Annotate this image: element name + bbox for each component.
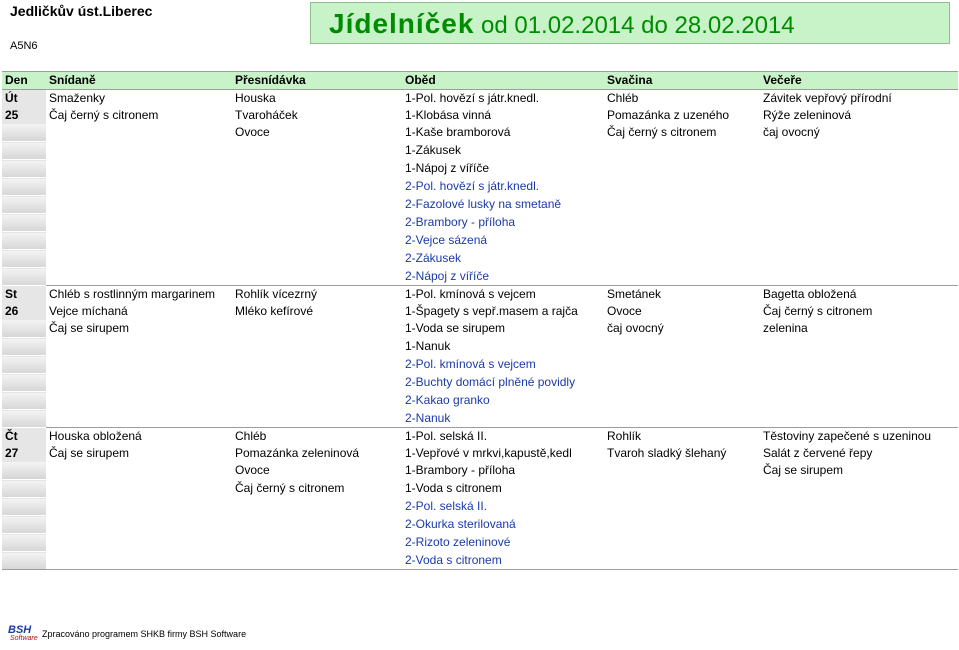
day-name: Út — [2, 90, 46, 108]
menu-cell — [46, 410, 232, 428]
table-row — [2, 196, 958, 214]
menu-cell — [604, 214, 760, 232]
menu-cell: 1-Vepřové v mrkvi,kapustě,kedl — [405, 446, 572, 460]
table-row — [2, 232, 958, 250]
menu-cell: Rohlík — [604, 428, 760, 446]
menu-cell: Houska — [232, 90, 402, 108]
menu-cell: 2-Brambory - příloha — [405, 215, 516, 229]
day-stub — [2, 232, 46, 250]
menu-cell: 2-Rizoto zeleninové — [405, 535, 511, 549]
menu-cell — [760, 480, 958, 498]
day-number: 25 — [2, 107, 46, 124]
day-stub — [2, 480, 46, 498]
menu-cell — [760, 534, 958, 552]
table-row — [2, 498, 958, 516]
menu-cell: Chléb — [232, 428, 402, 446]
day-stub — [2, 338, 46, 356]
menu-cell: 1-Nanuk — [405, 339, 451, 353]
menu-cell: 2-Nápoj z víříče — [405, 268, 490, 283]
menu-cell: Čaj černý s citronem — [235, 481, 345, 495]
menu-cell — [232, 214, 402, 232]
menu-cell — [46, 178, 232, 196]
menu-cell: čaj ovocný — [763, 125, 820, 140]
day-stub — [2, 462, 46, 480]
menu-cell: Závitek vepřový přírodní — [760, 90, 958, 108]
menu-cell: 1-Voda se sirupem — [405, 321, 506, 336]
menu-code: A5N6 — [10, 40, 38, 52]
page-header — [0, 0, 959, 64]
menu-cell — [46, 232, 232, 250]
table-row — [2, 320, 958, 338]
menu-cell — [232, 516, 402, 534]
table-row — [2, 90, 958, 108]
day-name: Čt — [2, 428, 46, 446]
table-row — [2, 392, 958, 410]
menu-cell — [232, 552, 402, 570]
menu-cell: 2-Kakao granko — [405, 393, 490, 407]
menu-cell — [604, 480, 760, 498]
menu-cell — [604, 516, 760, 534]
table-header-row — [2, 72, 958, 90]
table-row — [2, 214, 958, 232]
menu-cell: Tvaroháček — [235, 108, 298, 122]
table-row — [2, 356, 958, 374]
menu-cell: Chléb s rostlinným margarinem — [46, 286, 232, 304]
menu-cell: Čaj se sirupem — [49, 321, 130, 336]
menu-cell — [604, 268, 760, 286]
day-stub — [2, 250, 46, 268]
menu-cell: Rohlík vícezrný — [232, 286, 402, 304]
menu-cell: Vejce míchaná — [49, 304, 128, 318]
day-stub — [2, 516, 46, 534]
menu-cell: Smaženky — [46, 90, 232, 108]
menu-cell — [46, 534, 232, 552]
menu-cell — [232, 178, 402, 196]
page-footer — [8, 624, 408, 646]
menu-cell — [46, 196, 232, 214]
day-number: 26 — [2, 303, 46, 320]
table-row — [2, 410, 958, 428]
menu-cell — [760, 410, 958, 428]
menu-cell: 1-Pol. selská II. — [402, 428, 604, 446]
menu-cell — [46, 160, 232, 178]
menu-cell: 2-Vejce sázená — [405, 233, 488, 247]
menu-cell: čaj ovocný — [607, 321, 664, 336]
menu-cell: Salát z červené řepy — [763, 446, 873, 460]
menu-cell — [604, 552, 760, 570]
menu-cell: Tvaroh sladký šlehaný — [607, 446, 727, 460]
day-name: St — [2, 286, 46, 304]
day-stub — [2, 268, 46, 286]
menu-cell — [46, 250, 232, 268]
menu-cell — [604, 160, 760, 178]
menu-cell — [604, 250, 760, 268]
table-row — [2, 462, 958, 480]
menu-cell — [760, 196, 958, 214]
menu-cell — [604, 142, 760, 160]
menu-cell: 2-Okurka sterilovaná — [405, 517, 516, 531]
menu-cell — [604, 196, 760, 214]
day-stub — [2, 410, 46, 428]
table-row — [2, 552, 958, 570]
footer-text: Zpracováno programem SHKB firmy BSH Software — [42, 629, 247, 639]
menu-cell — [232, 534, 402, 552]
menu-cell — [46, 338, 232, 356]
menu-cell — [232, 338, 402, 356]
menu-cell — [46, 356, 232, 374]
menu-cell: 1-Klobása vinná — [405, 108, 492, 122]
column-header: Snídaně — [46, 72, 232, 90]
menu-cell: Bagetta obložená — [760, 286, 958, 304]
day-stub — [2, 214, 46, 232]
table-row — [2, 516, 958, 534]
menu-cell — [232, 196, 402, 214]
menu-cell: 2-Nanuk — [405, 410, 451, 425]
table-row — [2, 124, 958, 142]
menu-cell — [604, 498, 760, 516]
menu-cell: 2-Fazolové lusky na smetaně — [405, 197, 562, 211]
menu-cell: 2-Pol. kmínová s vejcem — [405, 357, 536, 371]
menu-cell — [760, 516, 958, 534]
day-stub — [2, 552, 46, 570]
day-number: 27 — [2, 445, 46, 462]
day-stub — [2, 320, 46, 338]
menu-cell — [760, 250, 958, 268]
date-range: od 01.02.2014 do 28.02.2014 — [481, 12, 795, 39]
menu-cell — [604, 338, 760, 356]
menu-cell: Těstoviny zapečené s uzeninou — [760, 428, 958, 446]
column-header: Večeře — [760, 72, 958, 90]
column-header: Den — [2, 72, 46, 90]
day-stub — [2, 534, 46, 552]
day-stub — [2, 356, 46, 374]
table-row — [2, 268, 958, 286]
menu-cell: Čaj černý s citronem — [607, 125, 717, 140]
menu-cell: Chléb — [604, 90, 760, 108]
menu-cell — [232, 268, 402, 286]
menu-cell: Pomazánka z uzeného — [607, 108, 730, 122]
menu-cell — [760, 392, 958, 410]
menu-cell: 1-Voda s citronem — [405, 481, 502, 495]
day-stub — [2, 142, 46, 160]
menu-cell — [604, 410, 760, 428]
menu-cell — [760, 338, 958, 356]
day-stub — [2, 498, 46, 516]
column-header: Oběd — [402, 72, 604, 90]
table-row — [2, 178, 958, 196]
menu-cell — [46, 374, 232, 392]
menu-cell: Pomazánka zeleninová — [235, 446, 360, 460]
menu-cell: 1-Nápoj z víříče — [405, 161, 490, 175]
organization-name: Jedličkův úst.Liberec — [10, 3, 153, 19]
menu-cell — [232, 250, 402, 268]
menu-cell — [760, 214, 958, 232]
menu-cell: 1-Špagety s vepř.masem a rajča — [405, 304, 578, 318]
menu-cell — [46, 480, 232, 498]
menu-cell: 2-Zákusek — [405, 251, 462, 265]
menu-cell — [760, 160, 958, 178]
menu-cell — [46, 392, 232, 410]
table-row — [2, 286, 958, 304]
table-row — [2, 303, 958, 320]
menu-cell — [760, 552, 958, 570]
table-row — [2, 534, 958, 552]
menu-cell: 2-Buchty domácí plněné povidly — [405, 375, 576, 389]
table-row — [2, 338, 958, 356]
table-row — [2, 428, 958, 446]
menu-cell: 1-Kaše bramborová — [405, 125, 511, 140]
menu-cell — [760, 374, 958, 392]
day-stub — [2, 124, 46, 142]
menu-body — [2, 90, 958, 570]
menu-cell: 1-Pol. kmínová s vejcem — [402, 286, 604, 304]
title-banner — [310, 2, 950, 44]
menu-cell — [760, 142, 958, 160]
menu-cell — [46, 124, 232, 142]
menu-cell — [760, 356, 958, 374]
menu-cell: Ovoce — [235, 125, 270, 140]
table-row — [2, 160, 958, 178]
menu-cell — [232, 320, 402, 338]
menu-cell — [232, 232, 402, 250]
menu-cell — [46, 462, 232, 480]
menu-cell — [232, 356, 402, 374]
day-stub — [2, 392, 46, 410]
menu-cell: Mléko kefírové — [235, 304, 314, 318]
menu-cell: Čaj se sirupem — [49, 446, 130, 460]
menu-cell — [604, 534, 760, 552]
menu-cell — [604, 374, 760, 392]
menu-cell — [760, 268, 958, 286]
bsh-logo: BSH Software — [8, 624, 38, 642]
menu-cell — [46, 552, 232, 570]
menu-cell — [46, 498, 232, 516]
table-row — [2, 374, 958, 392]
menu-cell: 2-Voda s citronem — [402, 552, 604, 570]
menu-cell: 1-Pol. hovězí s játr.knedl. — [402, 90, 604, 108]
day-stub — [2, 178, 46, 196]
menu-cell: Smetánek — [604, 286, 760, 304]
menu-cell — [604, 232, 760, 250]
menu-cell: Ovoce — [235, 463, 270, 478]
menu-cell — [46, 214, 232, 232]
menu-cell — [604, 462, 760, 480]
menu-cell — [604, 356, 760, 374]
menu-cell — [46, 142, 232, 160]
menu-cell: Čaj černý s citronem — [49, 108, 159, 122]
day-stub — [2, 160, 46, 178]
menu-cell — [232, 374, 402, 392]
table-row — [2, 142, 958, 160]
menu-table — [2, 71, 958, 570]
column-header: Svačina — [604, 72, 760, 90]
table-row — [2, 107, 958, 124]
menu-cell — [232, 392, 402, 410]
menu-cell — [46, 516, 232, 534]
menu-cell — [760, 178, 958, 196]
day-stub — [2, 374, 46, 392]
menu-cell: Čaj černý s citronem — [763, 304, 873, 318]
menu-cell — [760, 232, 958, 250]
menu-cell: Rýže zeleninová — [763, 108, 852, 122]
menu-cell: Houska obložená — [46, 428, 232, 446]
menu-cell — [604, 178, 760, 196]
menu-cell — [760, 498, 958, 516]
column-header: Přesnídávka — [232, 72, 402, 90]
page-title: Jídelníček — [329, 8, 475, 39]
day-stub — [2, 196, 46, 214]
table-row — [2, 480, 958, 498]
menu-cell — [232, 142, 402, 160]
menu-cell: 2-Pol. selská II. — [405, 499, 488, 513]
menu-cell — [232, 498, 402, 516]
menu-cell — [232, 160, 402, 178]
menu-cell — [46, 268, 232, 286]
menu-cell: 2-Pol. hovězí s játr.knedl. — [405, 179, 540, 193]
table-row — [2, 250, 958, 268]
menu-cell: 1-Brambory - příloha — [405, 463, 516, 478]
menu-cell: zelenina — [763, 321, 808, 336]
menu-cell: 1-Zákusek — [405, 143, 462, 157]
menu-cell — [604, 392, 760, 410]
menu-cell: Ovoce — [607, 304, 642, 318]
menu-cell: Čaj se sirupem — [763, 463, 844, 478]
menu-cell — [232, 410, 402, 428]
table-row — [2, 445, 958, 462]
